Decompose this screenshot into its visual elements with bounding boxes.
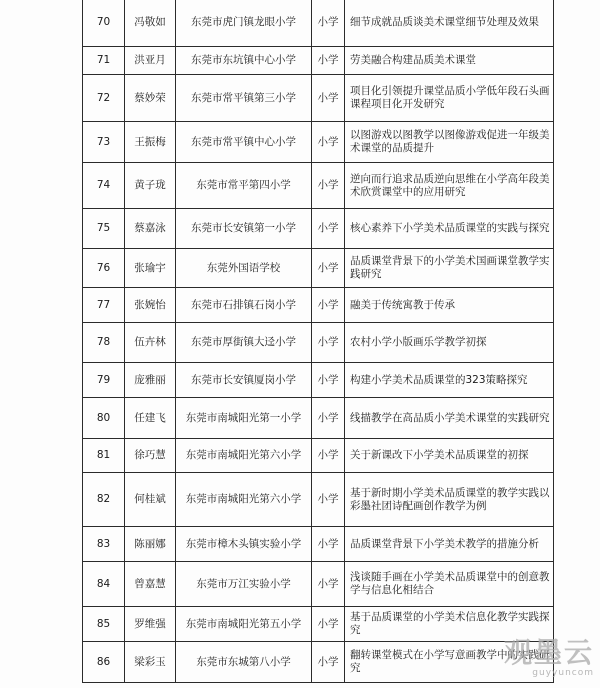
- school-level: 小学: [312, 439, 345, 473]
- paper-title: 浅谈随手画在小学美术品质课堂中的创意教学与信息化相结合: [345, 562, 554, 607]
- table-row: [83, 0, 554, 47]
- paper-title: 品质课堂背景下的小学美术国画课堂教学实践研究: [345, 249, 554, 288]
- row-number: 71: [83, 47, 125, 75]
- row-number: 84: [83, 562, 125, 607]
- school-name: 东莞市长安镇厦岗小学: [176, 363, 312, 398]
- row-number: 86: [83, 642, 125, 683]
- table-row: [83, 562, 554, 607]
- paper-title: 细节成就品质谈美术课堂细节处理及效果: [345, 0, 554, 47]
- table-row: [83, 642, 554, 683]
- school-level: 小学: [312, 398, 345, 439]
- school-name: 东莞市东城第八小学: [176, 642, 312, 683]
- school-name: 东莞市常平第四小学: [176, 163, 312, 209]
- table-row: [83, 209, 554, 249]
- paper-title: 劳美融合构建品质美术课堂: [345, 47, 554, 75]
- teacher-name: 何桂斌: [125, 473, 176, 527]
- school-level: 小学: [312, 527, 345, 562]
- table-row: [83, 288, 554, 323]
- teacher-name: 庞雅丽: [125, 363, 176, 398]
- table-row: [83, 47, 554, 75]
- table-row: [83, 323, 554, 363]
- table-row: [83, 163, 554, 209]
- school-name: 东莞市常平镇中心小学: [176, 122, 312, 163]
- row-number: 70: [83, 0, 125, 47]
- teacher-name: 伍卉林: [125, 323, 176, 363]
- row-number: 75: [83, 209, 125, 249]
- table-row: [83, 439, 554, 473]
- row-number: 78: [83, 323, 125, 363]
- paper-title: 翻转课堂模式在小学写意画教学中的实践研究: [345, 642, 554, 683]
- teacher-name: 黄子珑: [125, 163, 176, 209]
- table-row: [83, 398, 554, 439]
- school-level: 小学: [312, 363, 345, 398]
- teacher-name: 张瑜宇: [125, 249, 176, 288]
- school-level: 小学: [312, 607, 345, 642]
- teacher-name: 张婉怡: [125, 288, 176, 323]
- table-row: [83, 527, 554, 562]
- watermark: [484, 638, 594, 684]
- paper-title: 关于新课改下小学美术品质课堂的初探: [345, 439, 554, 473]
- school-name: 东莞市长安镇第一小学: [176, 209, 312, 249]
- paper-title: 基于新时期小学美术品质课堂的教学实践以彩墨社团诗配画创作教学为例: [345, 473, 554, 527]
- table-body: [83, 0, 554, 683]
- teacher-name: 洪亚月: [125, 47, 176, 75]
- teacher-name: 王振梅: [125, 122, 176, 163]
- row-number: 72: [83, 75, 125, 122]
- school-level: 小学: [312, 122, 345, 163]
- school-name: 东莞市常平镇第三小学: [176, 75, 312, 122]
- school-level: 小学: [312, 163, 345, 209]
- school-name: 东莞市东坑镇中心小学: [176, 47, 312, 75]
- row-number: 85: [83, 607, 125, 642]
- school-name: 东莞市厚街镇大迳小学: [176, 323, 312, 363]
- row-number: 79: [83, 363, 125, 398]
- school-level: 小学: [312, 288, 345, 323]
- paper-title: 线描教学在高品质小学美术课堂的实践研究: [345, 398, 554, 439]
- award-list-table: [82, 0, 554, 683]
- row-number: 81: [83, 439, 125, 473]
- paper-title: 核心素养下小学美术品质课堂的实践与探究: [345, 209, 554, 249]
- school-name: 东莞市南城阳光第六小学: [176, 439, 312, 473]
- teacher-name: 冯敬如: [125, 0, 176, 47]
- row-number: 73: [83, 122, 125, 163]
- school-level: 小学: [312, 323, 345, 363]
- school-name: 东莞外国语学校: [176, 249, 312, 288]
- teacher-name: 蔡妙荣: [125, 75, 176, 122]
- school-name: 东莞市石排镇石岗小学: [176, 288, 312, 323]
- school-level: 小学: [312, 209, 345, 249]
- row-number: 82: [83, 473, 125, 527]
- school-level: 小学: [312, 473, 345, 527]
- teacher-name: 蔡嘉泳: [125, 209, 176, 249]
- teacher-name: 徐巧慧: [125, 439, 176, 473]
- teacher-name: 任建飞: [125, 398, 176, 439]
- row-number: 80: [83, 398, 125, 439]
- paper-title: 以图游戏以图教学以图像游戏促进一年级美术课堂的品质提升: [345, 122, 554, 163]
- table-row: [83, 607, 554, 642]
- school-name: 东莞市虎门镇龙眼小学: [176, 0, 312, 47]
- paper-title: 逆向而行追求品质逆向思维在小学高年段美术欣赏课堂中的应用研究: [345, 163, 554, 209]
- school-name: 东莞市南城阳光第六小学: [176, 473, 312, 527]
- school-name: 东莞市樟木头镇实验小学: [176, 527, 312, 562]
- school-name: 东莞市南城阳光第五小学: [176, 607, 312, 642]
- paper-title: 农村小学小版画乐学教学初探: [345, 323, 554, 363]
- table-row: [83, 363, 554, 398]
- paper-title: 品质课堂背景下小学美术教学的措施分析: [345, 527, 554, 562]
- row-number: 74: [83, 163, 125, 209]
- row-number: 83: [83, 527, 125, 562]
- paper-title: 基于品质课堂的小学美术信息化教学实践探究: [345, 607, 554, 642]
- school-name: 东莞市南城阳光第一小学: [176, 398, 312, 439]
- table-row: [83, 75, 554, 122]
- school-level: 小学: [312, 0, 345, 47]
- row-number: 76: [83, 249, 125, 288]
- school-level: 小学: [312, 562, 345, 607]
- school-name: 东莞市万江实验小学: [176, 562, 312, 607]
- watermark-url: guyyuncom: [532, 668, 594, 678]
- paper-title: 融美于传统寓教于传承: [345, 288, 554, 323]
- school-level: 小学: [312, 47, 345, 75]
- paper-title: 项目化引领提升课堂品质小学低年段石头画课程项目化开发研究: [345, 75, 554, 122]
- watermark-logo: 观墨云: [503, 636, 594, 669]
- table-row: [83, 473, 554, 527]
- paper-title: 构建小学美术品质课堂的323策略探究: [345, 363, 554, 398]
- teacher-name: 梁彩玉: [125, 642, 176, 683]
- row-number: 77: [83, 288, 125, 323]
- table-row: [83, 122, 554, 163]
- table-row: [83, 249, 554, 288]
- school-level: 小学: [312, 642, 345, 683]
- teacher-name: 陈丽娜: [125, 527, 176, 562]
- school-level: 小学: [312, 75, 345, 122]
- teacher-name: 曾嘉慧: [125, 562, 176, 607]
- teacher-name: 罗维强: [125, 607, 176, 642]
- school-level: 小学: [312, 249, 345, 288]
